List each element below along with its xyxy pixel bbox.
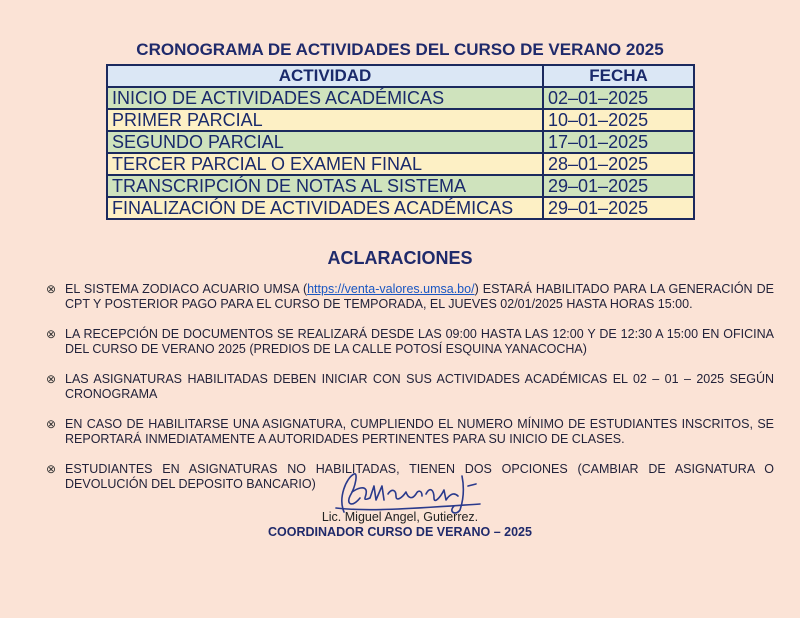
list-item — [46, 327, 774, 357]
table-header-row — [107, 65, 694, 87]
note-text: EN CASO DE HABILITARSE UNA ASIGNATURA, CUMPLIENDO EL NUMERO MÍNIMO DE ESTUDIANTES INSCRITOS, SE REPORTARÁ INMEDIATAMENTE A AUTORIDADES PERTINENTES PARA SU INICIO DE CLASES. — [65, 417, 774, 446]
list-item — [46, 372, 774, 402]
bullet-icon: ⊗ — [46, 282, 57, 296]
table-row — [107, 197, 694, 219]
bullet-icon: ⊗ — [46, 417, 57, 431]
signatory-role: COORDINADOR CURSO DE VERANO – 2025 — [268, 525, 532, 539]
list-item — [46, 282, 774, 312]
date-cell: 28–01–2025 — [543, 153, 694, 175]
activity-cell: PRIMER PARCIAL — [107, 109, 543, 131]
document-title: CRONOGRAMA DE ACTIVIDADES DEL CURSO DE VERANO 2025 — [136, 40, 664, 59]
schedule-table — [106, 64, 695, 220]
date-cell: 29–01–2025 — [543, 175, 694, 197]
header-fecha: FECHA — [543, 65, 694, 87]
activity-cell: SEGUNDO PARCIAL — [107, 131, 543, 153]
note-text: LA RECEPCIÓN DE DOCUMENTOS SE REALIZARÁ DESDE LAS 09:00 HASTA LAS 12:00 Y DE 12:30 A 15:00 EN OFICINA DEL CURSO DE VERANO 2025 (PREDIOS DE LA CALLE POTOSÍ ESQUINA YANACOCHA) — [65, 327, 774, 356]
date-cell: 10–01–2025 — [543, 109, 694, 131]
note-text: LAS ASIGNATURAS HABILITADAS DEBEN INICIAR CON SUS ACTIVIDADES ACADÉMICAS EL 02 – 01 – 2025 SEGÚN CRONOGRAMA — [65, 372, 774, 401]
table-row — [107, 153, 694, 175]
activity-cell: FINALIZACIÓN DE ACTIVIDADES ACADÉMICAS — [107, 197, 543, 219]
venta-valores-link[interactable]: https://venta-valores.umsa.bo/ — [307, 282, 475, 296]
date-cell: 29–01–2025 — [543, 197, 694, 219]
signatory-name: Lic. Miguel Angel, Gutierrez. — [321, 510, 479, 524]
table-row — [107, 87, 694, 109]
activity-cell: TRANSCRIPCIÓN DE NOTAS AL SISTEMA — [107, 175, 543, 197]
table-row — [107, 109, 694, 131]
bullet-icon: ⊗ — [46, 462, 57, 476]
bullet-icon: ⊗ — [46, 327, 57, 341]
activity-cell: TERCER PARCIAL O EXAMEN FINAL — [107, 153, 543, 175]
date-cell: 17–01–2025 — [543, 131, 694, 153]
list-item — [46, 417, 774, 447]
activity-cell: INICIO DE ACTIVIDADES ACADÉMICAS — [107, 87, 543, 109]
table-row — [107, 175, 694, 197]
note-text: ESTUDIANTES EN ASIGNATURAS NO HABILITADAS, TIENEN DOS OPCIONES (CAMBIAR DE ASIGNATURA O DEVOLUCIÓN DEL DEPOSITO BANCARIO) — [65, 462, 774, 491]
note-text: EL SISTEMA ZODIACO ACUARIO UMSA ( — [65, 282, 308, 296]
header-actividad: ACTIVIDAD — [107, 65, 543, 87]
note-text: ) ESTARÁ HABILITADO PARA LA GENERACIÓN DE CPT Y POSTERIOR PAGO PARA EL CURSO DE TEMPORADA, EL JUEVES 02/01/2025 HASTA HORAS 15:00. — [65, 282, 774, 311]
table-row — [107, 131, 694, 153]
date-cell: 02–01–2025 — [543, 87, 694, 109]
aclaraciones-heading: ACLARACIONES — [327, 248, 473, 268]
bullet-icon: ⊗ — [46, 372, 57, 386]
